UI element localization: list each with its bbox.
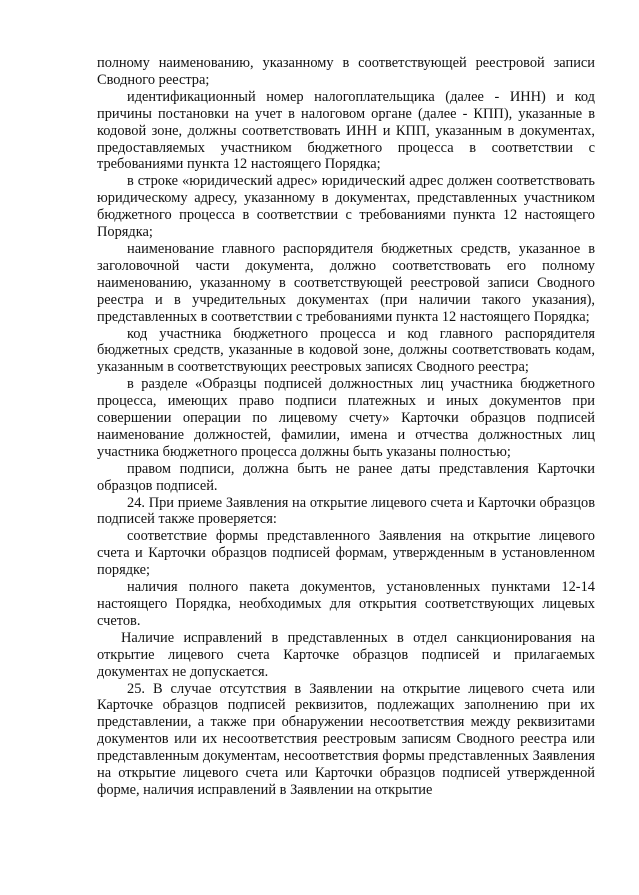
paragraph-1: полному наименованию, указанному в соответствующей реестровой записи Сводного реестра; xyxy=(97,55,595,88)
paragraph-7: правом подписи, должна быть не ранее даты представления Карточки образцов подписей. xyxy=(97,460,595,494)
paragraph-11: Наличие исправлений в представленных в отдел санкционирования на открытие лицевого счета Карточке образцов подписей и прилагаемых документах не допускается. xyxy=(97,629,595,680)
paragraph-5: код участника бюджетного процесса и код главного распорядителя бюджетных средств, указанные в кодовой зоне, должны соответствовать кодам, указанным в соответствующих реестровых записях Сводного реестра; xyxy=(97,325,595,376)
paragraph-3: в строке «юридический адрес» юридический адрес должен соответствовать юридическому адресу, указанному в документах, представленных участником бюджетного процесса в соответствии с требованиями пункта 12 настоящего Порядка; xyxy=(97,173,595,241)
paragraph-9: соответствие формы представленного Заявления на открытие лицевого счета и Карточки образцов подписей формам, утвержденным в установленном порядке; xyxy=(97,528,595,579)
paragraph-6: в разделе «Образцы подписей должностных лиц участника бюджетного процесса, имеющих право подписи платежных и иных документов при совершении операции по лицевому счету» Карточки образцов подписей наименование должностей, фамилии, имена и отчества должностных лиц участника бюджетного процесса должны быть указаны полностью; xyxy=(97,376,595,460)
paragraph-8-item-24: 24. При приеме Заявления на открытие лицевого счета и Карточки образцов подписей также проверяется: xyxy=(97,494,595,528)
paragraph-4: наименование главного распорядителя бюджетных средств, указанное в заголовочной части документа, должно соответствовать его полному наименованию, указанному в соответствующей реестровой записи Сводного реестра и в учредительных документах (при наличии такого указания), представленных в соответствии с требованиями пункта 12 настоящего Порядка; xyxy=(97,240,595,325)
document-body xyxy=(97,55,595,799)
paragraph-10: наличия полного пакета документов, установленных пунктами 12-14 настоящего Порядка, необходимых для открытия соответствующих лицевых счетов. xyxy=(97,579,595,629)
paragraph-12-item-25: 25. В случае отсутствия в Заявлении на открытие лицевого счета или Карточке образцов подписей реквизитов, подлежащих заполнению при их представлении, а также при обнаружении несоответствия между реквизитами документов или их несоответствия реестровым записям Сводного реестра или представленным документам, несоответствия формы представленных Заявления на открытие лицевого счета или Карточки образцов подписей утвержденной форме, наличия исправлений в Заявлении на открытие xyxy=(97,680,595,798)
paragraph-2: идентификационный номер налогоплательщика (далее - ИНН) и код причины постановки на учет в налоговом органе (далее - КПП), указанные в кодовой зоне, должны соответствовать ИНН и КПП, указанным в документах, предоставляемых участником бюджетного процесса в соответствии с требованиями пункта 12 настоящего Порядка; xyxy=(97,88,595,173)
